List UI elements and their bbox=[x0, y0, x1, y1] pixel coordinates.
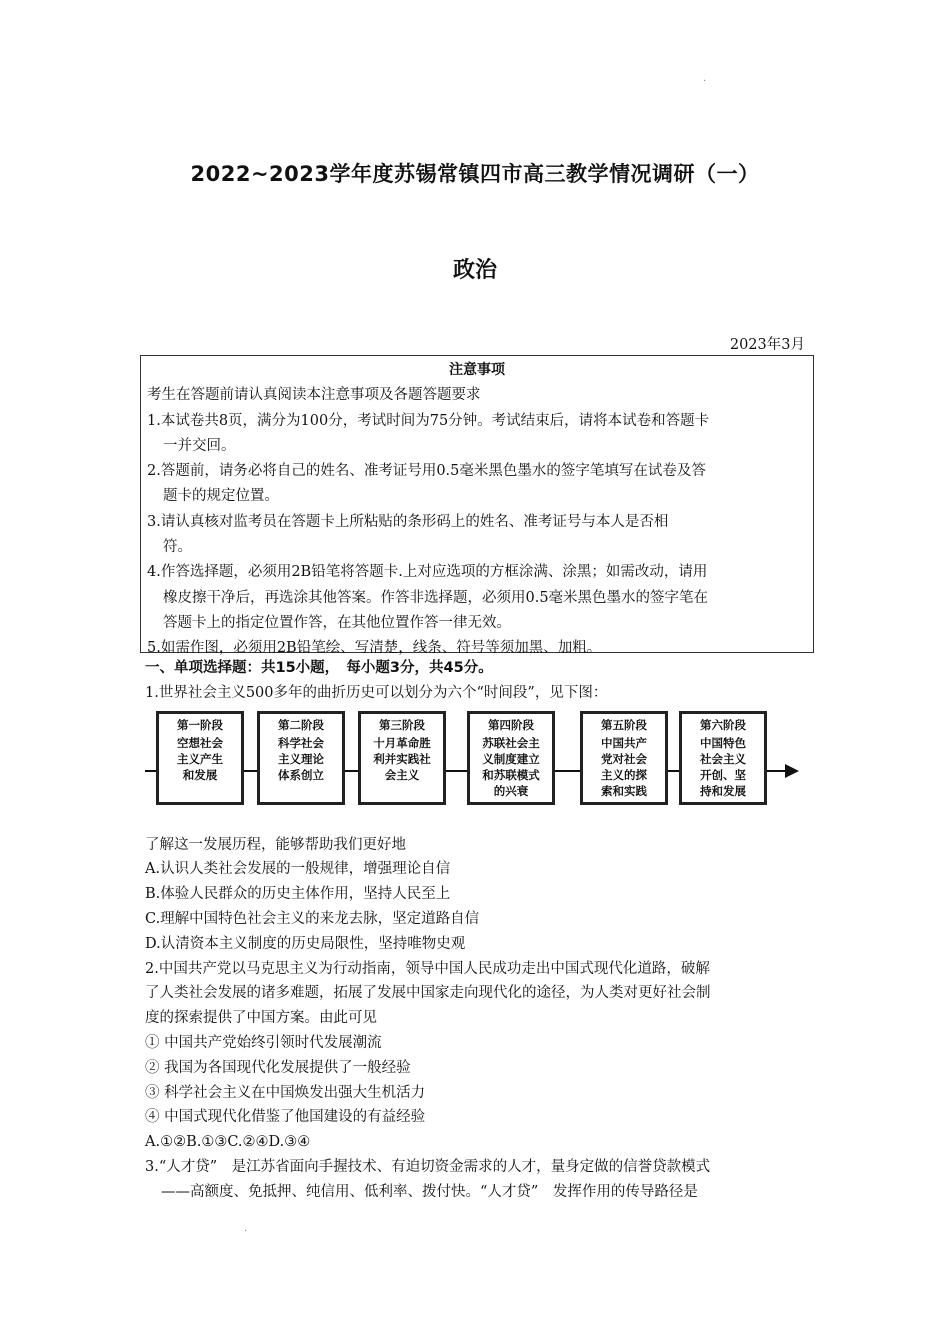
q1-stem: 1.世界社会主义500多年的曲折历史可以划分为六个“时间段”，见下图： bbox=[145, 684, 608, 701]
exam-body bbox=[145, 656, 815, 1205]
scan-speck: · bbox=[244, 1226, 248, 1237]
stage-box bbox=[257, 711, 345, 805]
stage-box bbox=[467, 711, 555, 805]
q2-stem-cont: 了人类社会发展的诸多难题，拓展了发展中国家走向现代化的途径，为人类对更好社会制 bbox=[145, 985, 711, 1002]
stage-desc: 科学社会 主义理论 体系创立 bbox=[278, 735, 324, 782]
subject-title: 政治 bbox=[452, 258, 497, 283]
section-heading: 一、单项选择题：共15小题， 每小题3分，共45分。 bbox=[145, 660, 493, 676]
stage-name: 第六阶段 bbox=[700, 717, 746, 732]
stage-desc: 空想社会 主义产生 和发展 bbox=[177, 735, 223, 782]
notice-box bbox=[140, 355, 814, 657]
notice-item-2-cont: 题卡的规定位置。 bbox=[163, 488, 279, 505]
q2-options: A.①②B.①③C.②④D.③④ bbox=[145, 1134, 311, 1151]
notice-item-4-cont: 橡皮擦干净后，再选涂其他答案。作答非选择题，必须用0.5毫米黑色墨水的签字笔在 bbox=[163, 589, 709, 606]
stage-desc: 苏联社会主 义制度建立 和苏联模式 的兴衰 bbox=[482, 735, 540, 798]
q1-option-a: A.认识人类社会发展的一般规律，增强理论自信 bbox=[145, 861, 451, 878]
q1-question: 了解这一发展历程，能够帮助我们更好地 bbox=[145, 836, 406, 853]
q1-option-d: D.认清资本主义制度的历史局限性，坚持唯物史观 bbox=[145, 935, 466, 952]
q2-statement-3: ③ 科学社会主义在中国焕发出强大生机活力 bbox=[145, 1084, 426, 1101]
q1-option-b: B.体验人民群众的历史主体作用，坚持人民至上 bbox=[145, 886, 451, 903]
notice-item-4: 4.作答选择题，必须用2B铅笔将答题卡.上对应选项的方框涂满、涂黑；如需改动，请用 bbox=[147, 564, 708, 581]
stage-box bbox=[580, 711, 668, 805]
exam-title: 2022~2023学年度苏锡常镇四市高三教学情况调研（一） bbox=[190, 162, 760, 186]
stage-name: 第四阶段 bbox=[488, 717, 534, 732]
timeline-arrow-icon bbox=[785, 764, 799, 778]
stage-name: 第一阶段 bbox=[177, 717, 223, 732]
stage-name: 第三阶段 bbox=[379, 717, 425, 732]
notice-item-3-cont: 符。 bbox=[163, 539, 192, 556]
notice-item-1-cont: 一并交回。 bbox=[163, 437, 236, 454]
scan-speck: · bbox=[703, 76, 707, 87]
exam-date: 2023年3月 bbox=[729, 337, 805, 353]
q2-statement-4: ④ 中国式现代化借鉴了他国建设的有益经验 bbox=[145, 1109, 426, 1126]
stage-desc: 中国特色 社会主义 开创、坚 持和发展 bbox=[700, 735, 746, 798]
stage-box bbox=[156, 711, 244, 805]
notice-heading: 注意事项 bbox=[449, 362, 505, 378]
stage-box bbox=[358, 711, 446, 805]
q2-statement-2: ② 我国为各国现代化发展提供了一般经验 bbox=[145, 1059, 411, 1076]
q3-stem: 3.“人才贷” 是江苏省面向手握技术、有迫切资金需求的人才，量身定做的信誉贷款模式 bbox=[145, 1158, 711, 1175]
stage-desc: 中国共产 党对社会 主义的探 索和实践 bbox=[601, 735, 647, 798]
q2-statement-1: ① 中国共产党始终引领时代发展潮流 bbox=[145, 1034, 382, 1051]
stage-desc: 十月革命胜 利并实践社 会主义 bbox=[373, 735, 431, 782]
q3-stem-cont: ——高额度、免抵押、纯信用、低利率、拨付快。“人才贷” 发挥作用的传导路径是 bbox=[161, 1183, 698, 1200]
timeline-diagram bbox=[145, 709, 815, 821]
notice-item-1: 1.本试卷共8页，满分为100分，考试时间为75分钟。考试结束后，请将本试卷和答题卡 bbox=[147, 412, 710, 429]
notice-item-4-cont2: 答题卡上的指定位置作答，在其他位置作答一律无效。 bbox=[163, 614, 511, 631]
q2-stem: 2.中国共产党以马克思主义为行动指南，领导中国人民成功走出中国式现代化道路，破解 bbox=[145, 960, 710, 977]
q1-option-c: C.理解中国特色社会主义的来龙去脉，坚定道路自信 bbox=[145, 910, 480, 927]
notice-intro: 考生在答题前请认真阅读本注意事项及各题答题要求 bbox=[147, 387, 481, 404]
notice-item-3: 3.请认真核对监考员在答题卡上所粘贴的条形码上的姓名、准考证号与本人是否相 bbox=[147, 513, 669, 530]
stage-name: 第五阶段 bbox=[601, 717, 647, 732]
stage-name: 第二阶段 bbox=[278, 717, 324, 732]
stage-box bbox=[679, 711, 767, 805]
notice-item-5: 5.如需作图，必须用2B铅笔绘、写清楚，线条、符号等须加黑、加粗。 bbox=[147, 640, 602, 657]
notice-item-2: 2.答题前，请务必将自己的姓名、准考证号用0.5毫米黑色墨水的签字笔填写在试卷及答 bbox=[147, 463, 706, 480]
q2-stem-cont2: 度的探索提供了中国方案。由此可见 bbox=[145, 1010, 377, 1027]
